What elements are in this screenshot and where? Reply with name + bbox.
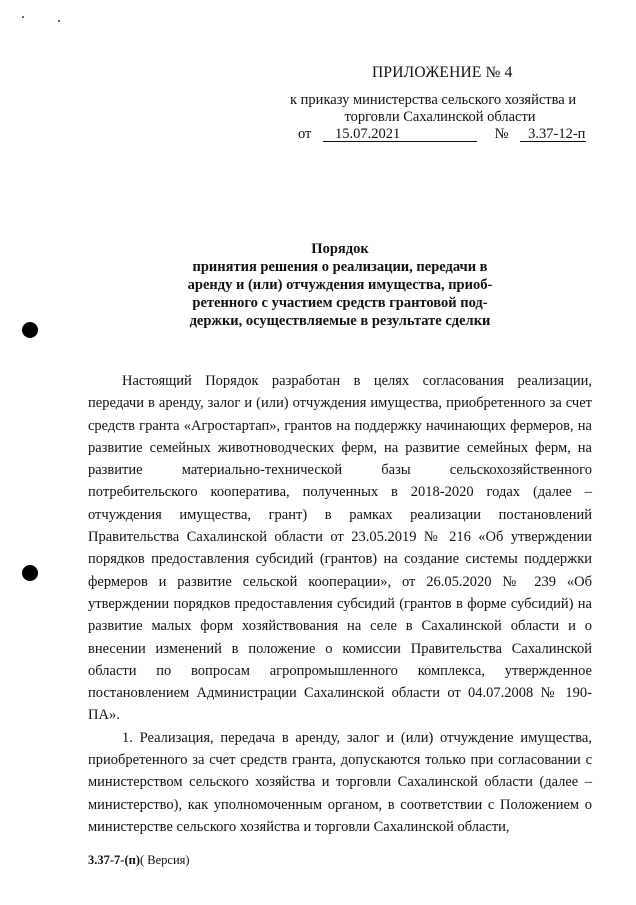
footer-version-label: ( Версия) bbox=[139, 853, 190, 867]
punch-hole-mark bbox=[22, 322, 38, 338]
order-date: 15.07.2021 bbox=[323, 127, 477, 142]
scan-speck bbox=[22, 16, 24, 18]
order-number: 3.37-12-п bbox=[520, 127, 586, 142]
footer-version bbox=[88, 853, 190, 868]
footer-code: 3.37-7-(п) bbox=[88, 853, 140, 867]
appendix-title: ПРИЛОЖЕНИЕ № 4 bbox=[372, 64, 513, 81]
document-body bbox=[88, 370, 592, 838]
title-line: принятия решения о реализации, передачи в bbox=[192, 259, 488, 275]
body-paragraph: 1. Реализация, передача в аренду, залог и (или) отчуждение имущества, приобретенного за счет средств гранта, допускаются только при согласовании с министерством сельского хозяйства и торговли Сахалинской области (далее – министерство), как уполномоченным органом, в соответствии с Положением о министерстве сельского хозяйства и торговли Сахалинской области, bbox=[88, 729, 592, 835]
title-line: ретенного с участием средств грантовой под- bbox=[192, 295, 488, 311]
title-line: Порядок bbox=[311, 241, 369, 257]
punch-hole-mark bbox=[22, 565, 38, 581]
title-line: аренду и (или) отчуждения имущества, приоб- bbox=[187, 277, 493, 293]
order-date-number-line bbox=[298, 126, 598, 143]
document-title bbox=[150, 240, 530, 330]
scan-speck bbox=[58, 20, 60, 22]
title-line: держки, осуществляемые в результате сделки bbox=[189, 313, 491, 329]
body-paragraph: Настоящий Порядок разработан в целях согласования реализации, передачи в аренду, залог и (или) отчуждения имущества, приобретенного за счет средств гранта «Агростартап», грантов на поддержку начинающих фермеров, на развитие семейных животноводческих ферм, на развитие семейных ферм, на развитие материально-технической базы сельскохозяйственного потребительского кооператива, полученных в 2018-2020 годах (далее – отчуждения имущества, грант) в рамках реализации постановлений Правительства Сахалинской области от 23.05.2019 № 216 «Об утверждении порядков предоставления субсидий (грантов) на создание системы поддержки фермеров и развитие сельской кооперации», от 26.05.2020 № 239 «Об утверждении порядков предоставления субсидий (грантов в форме субсидий) на развитие малых форм хозяйствования на селе в Сахалинской области и о внесении изменений в положение о комиссии Правительства Сахалинской области по вопросам агропромышленного комплекса, утвержденное постановлением Администрации Сахалинской области от 04.07.2008 № 190-ПА». bbox=[88, 373, 592, 724]
order-reference-line2: торговли Сахалинской области bbox=[344, 109, 536, 125]
from-label: от bbox=[298, 126, 312, 142]
order-reference-line1: к приказу министерства сельского хозяйства и bbox=[290, 92, 577, 108]
number-sign: № bbox=[494, 126, 509, 142]
